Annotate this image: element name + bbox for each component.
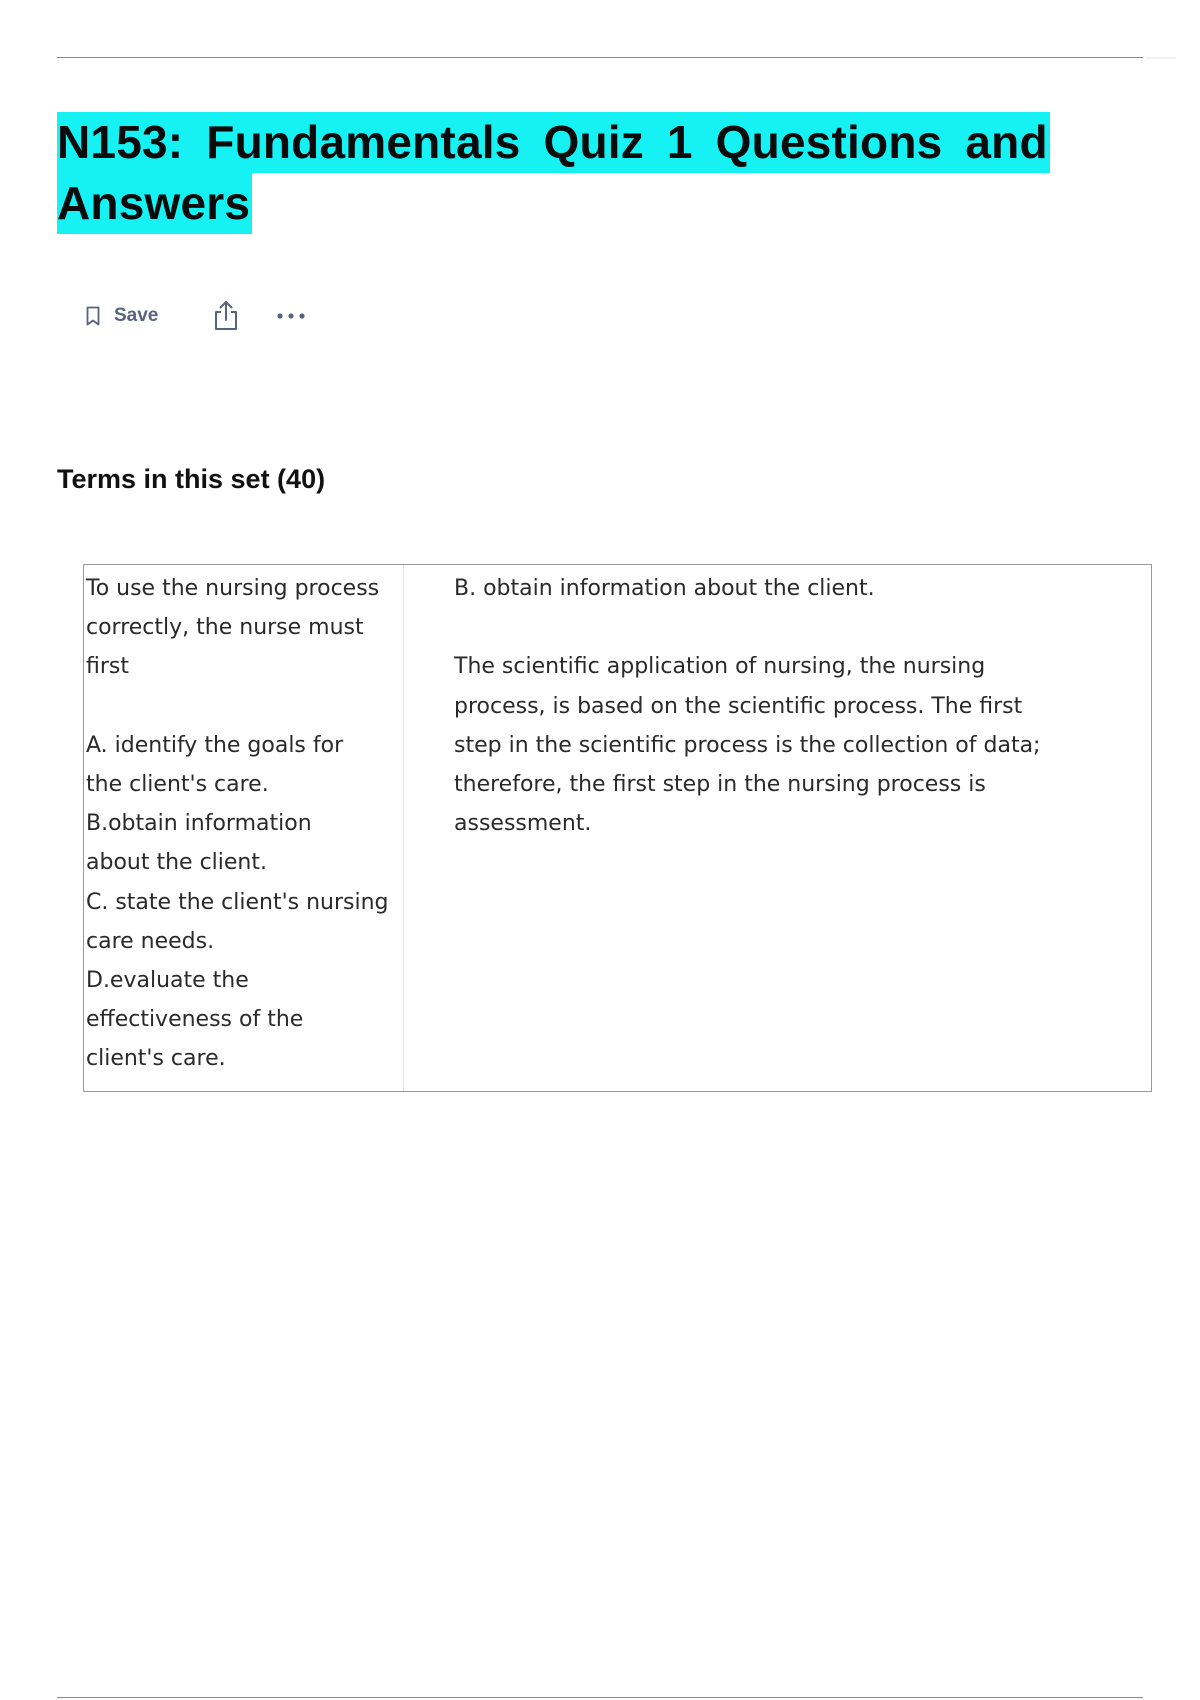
term-line: client's care. [86,1046,226,1072]
share-icon [212,300,240,332]
definition-line: assessment. [454,811,592,837]
terms-heading: Terms in this set (40) [57,464,326,494]
definition-line: process, is based on the scientific process. The first [454,693,1023,719]
more-options-button[interactable] [276,312,306,320]
term-gap [86,687,386,726]
definition-line: therefore, the first step in the nursing process is [454,772,986,797]
bookmark-icon [86,306,100,326]
page-title-line-1: N153: Fundamentals Quiz 1 Questions and [57,112,1050,173]
term-line: effectiveness of the [86,1007,304,1033]
card-column-divider [403,565,404,1091]
term-line: To use the nursing process [86,576,380,601]
bottom-divider [57,1697,1143,1698]
card-term [86,569,389,1079]
term-line: correctly, the nurse must [86,615,364,641]
set-toolbar [86,298,306,334]
definition-answer: B. obtain information about the client. [454,576,875,601]
top-divider [57,57,1143,58]
term-option-d: D.evaluate the [86,968,249,994]
term-line: about the client. [86,850,267,876]
definition-line: The scientific application of nursing, the nursing [454,654,986,680]
more-options-icon [276,312,306,320]
term-line: care needs. [86,928,215,954]
definition-line: step in the scientific process is the collection of data; [454,732,1041,758]
save-button[interactable] [86,305,158,327]
flashcard-row [83,564,1152,1092]
save-button-label: Save [114,305,159,326]
page-title [57,112,1077,234]
share-button[interactable] [212,300,240,332]
term-line: the client's care. [86,772,269,797]
top-divider-end [1146,57,1176,59]
page-title-line-2: Answers [57,173,252,234]
card-definition [454,569,1134,843]
definition-gap [454,608,1134,647]
term-line: first [86,654,129,680]
term-option-c: C. state the client's nursing [86,889,389,915]
term-option-b: B.obtain information [86,811,312,837]
term-option-a: A. identify the goals for [86,732,344,758]
